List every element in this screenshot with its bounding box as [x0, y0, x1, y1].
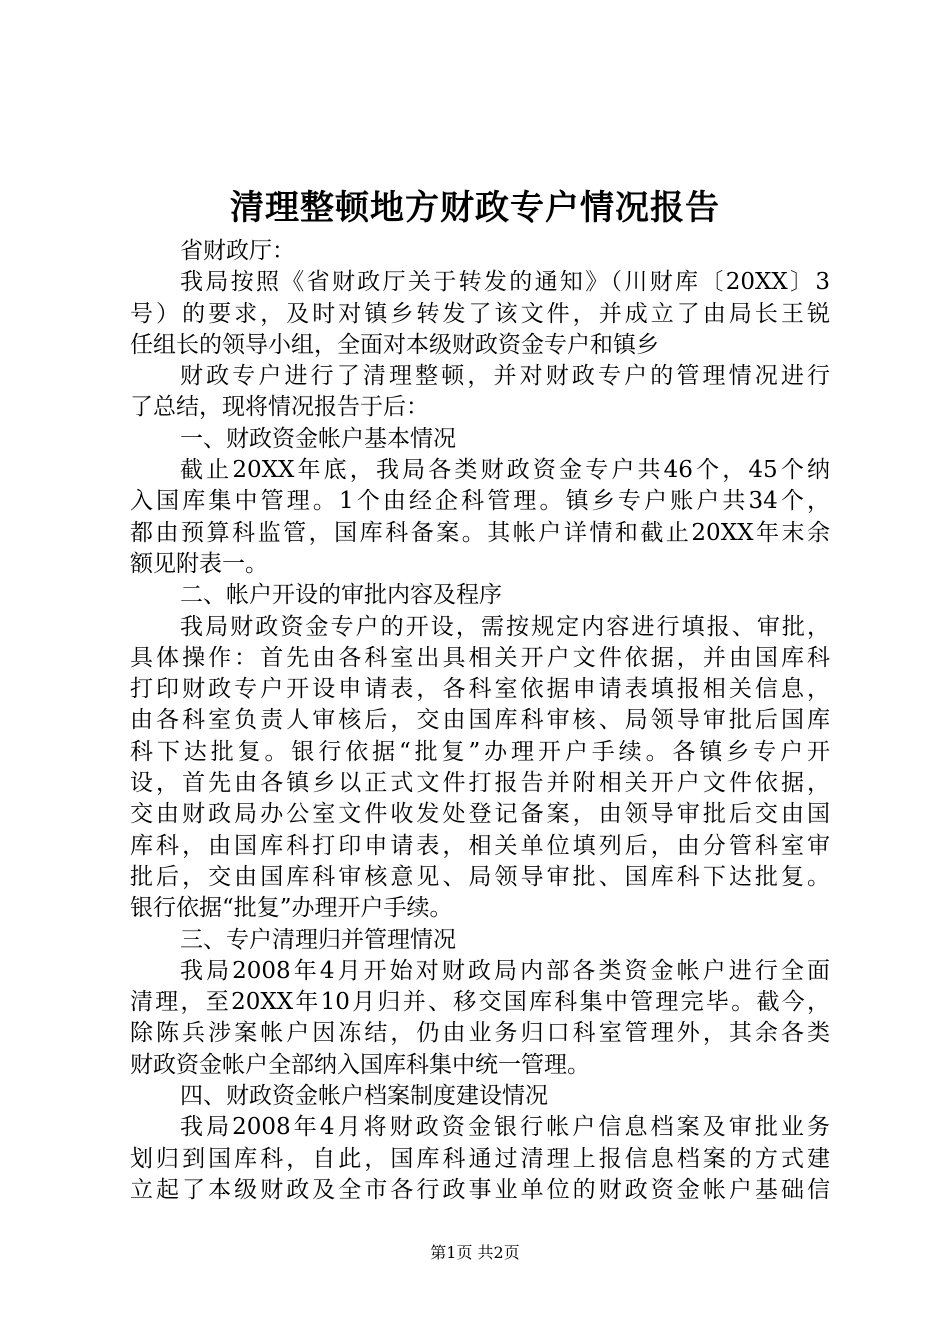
body-text-line: 任组长的领导小组，全面对本级财政资金专户和镇乡	[130, 331, 659, 358]
body-text-line: 划归到国库科，自此，国库科通过清理上报信息档案的方式建	[130, 1145, 830, 1172]
body-text-line: 二、帐户开设的审批内容及程序	[180, 582, 502, 609]
body-text-line: 设，首先由各镇乡以正式文件打报告并附相关开户文件依据，	[130, 770, 830, 797]
body-text-line: 清理，至20XX年10月归并、移交国库科集中管理完毕。截今，	[130, 989, 830, 1016]
body-text-line: 财政专户进行了清理整顿，并对财政专户的管理情况进行	[180, 363, 830, 390]
body-text-line: 科下达批复。银行依据“批复”办理开户手续。各镇乡专户开	[130, 738, 830, 765]
body-text-line: 库科，由国库科打印申请表，相关单位填列后，由分管科室审	[130, 832, 830, 859]
body-text-line: 由各科室负责人审核后，交由国库科审核、局领导审批后国库	[130, 707, 830, 734]
body-text-line: 一、财政资金帐户基本情况	[180, 425, 456, 452]
body-text-line: 截止20XX年底，我局各类财政资金专户共46个，45个纳	[180, 457, 830, 484]
body-text-line: 银行依据“批复”办理开户手续。	[130, 895, 453, 922]
body-text-line: 我局2008年4月将财政资金银行帐户信息档案及审批业务	[180, 1114, 830, 1141]
body-text-line: 批后，交由国库科审核意见、局领导审批、国库科下达批复。	[130, 863, 830, 890]
body-text-line: 我局按照《省财政厅关于转发的通知》（川财库〔20XX〕3	[180, 269, 830, 296]
body-text-line: 我局2008年4月开始对财政局内部各类资金帐户进行全面	[180, 957, 830, 984]
body-text-line: 省财政厅：	[180, 238, 295, 264]
body-text-line: 除陈兵涉案帐户因冻结，仍由业务归口科室管理外，其余各类	[130, 1020, 830, 1047]
document-title: 清理整顿地方财政专户情况报告	[230, 188, 720, 228]
body-text-line: 四、财政资金帐户档案制度建设情况	[180, 1083, 548, 1110]
body-text-line: 立起了本级财政及全市各行政事业单位的财政资金帐户基础信	[130, 1176, 830, 1203]
body-text-line: 都由预算科监管，国库科备案。其帐户详情和截止20XX年末余	[130, 519, 830, 546]
document-body	[130, 236, 830, 1206]
body-text-line: 具体操作：首先由各科室出具相关开户文件依据，并由国库科	[130, 644, 830, 671]
body-text-line: 交由财政局办公室文件收发处登记备案，由领导审批后交由国	[130, 801, 830, 828]
body-text-line: 号）的要求，及时对镇乡转发了该文件，并成立了由局长王锐	[130, 300, 830, 327]
body-text-line: 我局财政资金专户的开设，需按规定内容进行填报、审批，	[180, 613, 830, 640]
body-text-line: 额见附表一。	[130, 550, 268, 577]
page-footer: 第1页 共2页	[430, 1243, 520, 1262]
body-text-line: 财政资金帐户全部纳入国库科集中统一管理。	[130, 1051, 590, 1078]
body-text-line: 三、专户清理归并管理情况	[180, 926, 456, 953]
body-text-line: 入国库集中管理。1个由经企科管理。镇乡专户账户共34个，	[130, 488, 830, 515]
body-text-line: 了总结，现将情况报告于后：	[130, 394, 429, 421]
body-text-line: 打印财政专户开设申请表，各科室依据申请表填报相关信息，	[130, 676, 830, 703]
